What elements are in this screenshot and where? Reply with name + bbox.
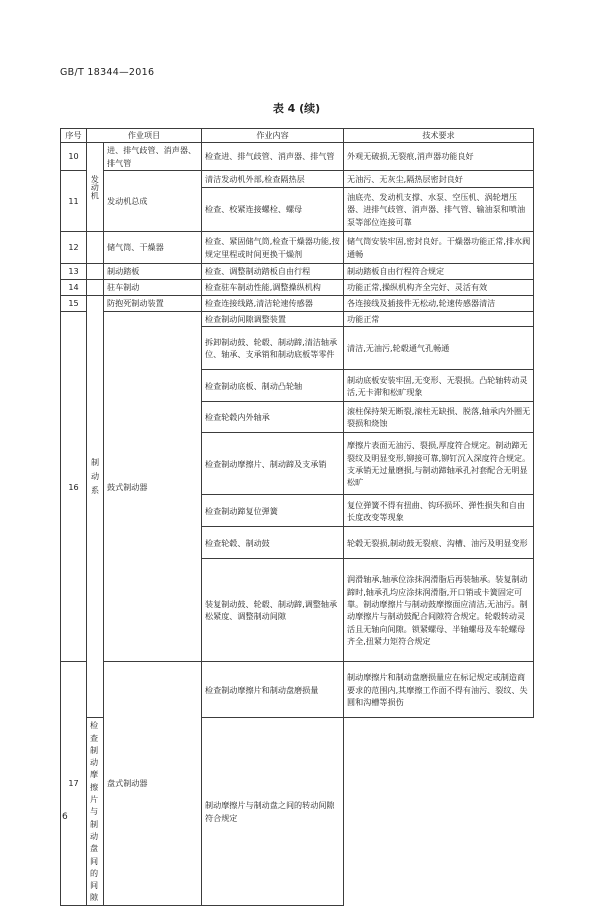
work-content: 装复制动鼓、轮毂、制动蹄,调整轴承松紧度、调整制动间隙 <box>202 559 344 662</box>
tech-requirement: 制动摩擦片和制动盘磨损量应在标记规定或制造商要求的范围内,其摩擦工作面不得有油污、裂纹、失圆和沟槽等损伤 <box>344 662 534 718</box>
group-label-brake-text: 制动系 <box>90 457 100 495</box>
work-content: 检查轮毂内外轴承 <box>202 402 344 433</box>
group-spacer <box>87 264 104 280</box>
tech-requirement: 功能正常,操纵机构齐全完好、灵活有效 <box>344 280 534 296</box>
table-row <box>61 232 534 264</box>
work-content: 检查连接线路,清洁轮速传感器 <box>202 296 344 312</box>
work-item: 鼓式制动器 <box>104 312 202 662</box>
row-number: 10 <box>61 143 87 171</box>
header-item: 作业项目 <box>87 129 202 143</box>
tech-requirement: 摩擦片表面无油污、裂损,厚度符合规定。制动蹄无裂纹及明显变形,铆接可靠,铆钉沉入深度符合规定。支承销无过量磨损,与制动蹄轴承孔衬套配合无明显松旷 <box>344 433 534 495</box>
row-number: 15 <box>61 296 87 312</box>
work-item: 制动踏板 <box>104 264 202 280</box>
work-item: 发动机总成 <box>104 171 202 232</box>
work-content: 检查驻车制动性能,调整操纵机构 <box>202 280 344 296</box>
work-content: 检查制动摩擦片与制动盘间的间隙 <box>87 718 104 905</box>
table-title: 表 4 (续) <box>272 102 321 115</box>
work-content: 清洁发动机外部,检查隔热层 <box>202 171 344 188</box>
group-label-brake <box>87 296 104 718</box>
standard-code: GB/T 18344—2016 <box>60 67 155 78</box>
work-content: 检查、校紧连接螺栓、螺母 <box>202 188 344 232</box>
tech-requirement: 轮毂无裂损,制动鼓无裂痕、沟槽、油污及明显变形 <box>344 527 534 559</box>
work-item: 盘式制动器 <box>104 662 202 905</box>
row-number: 17 <box>61 662 87 905</box>
tech-requirement: 各连接线及插接件无松动,轮速传感器清洁 <box>344 296 534 312</box>
row-number: 14 <box>61 280 87 296</box>
work-item: 防抱死制动装置 <box>104 296 202 312</box>
work-content: 检查制动摩擦片、制动蹄及支承销 <box>202 433 344 495</box>
table-row <box>61 662 534 718</box>
page-number: 6 <box>62 812 68 822</box>
tech-requirement: 清洁,无油污,轮毂通气孔畅通 <box>344 327 534 370</box>
work-content: 检查、调整制动踏板自由行程 <box>202 264 344 280</box>
group-spacer <box>87 280 104 296</box>
table-row <box>61 296 534 312</box>
group-label-engine: 发动机 <box>87 143 104 232</box>
work-content: 检查制动蹄复位弹簧 <box>202 495 344 527</box>
tech-requirement: 功能正常 <box>344 312 534 327</box>
table-row <box>61 171 534 188</box>
work-content: 检查、紧固储气筒,检查干燥器功能,按规定里程或时间更换干燥剂 <box>202 232 344 264</box>
work-item: 进、排气歧管、消声器、排气管 <box>104 143 202 171</box>
group-spacer <box>87 232 104 264</box>
tech-requirement: 复位弹簧不得有扭曲、钩环损坏、弹性损失和自由长度改变等现象 <box>344 495 534 527</box>
work-content: 检查制动摩擦片和制动盘磨损量 <box>202 662 344 718</box>
row-number: 16 <box>61 312 87 662</box>
work-item: 储气筒、干燥器 <box>104 232 202 264</box>
table-header-row <box>61 129 534 143</box>
tech-requirement: 外观无破损,无裂痕,消声器功能良好 <box>344 143 534 171</box>
work-item: 驻车制动 <box>104 280 202 296</box>
header-requirement: 技术要求 <box>344 129 534 143</box>
tech-requirement: 润滑轴承,轴承位涂抹润滑脂后再装轴承。装复制动蹄时,轴承孔均应涂抹润滑脂,开口销或卡簧固定可靠。制动摩擦片与制动鼓摩擦面应清洁,无油污。制动摩擦片与制动鼓配合间隙符合规定。轮毂转动灵活且无轴向间隙。锁紧螺母、半轴螺母及车轮螺母齐全,扭紧力矩符合规定 <box>344 559 534 662</box>
tech-requirement: 制动摩擦片与制动盘之间的转动间隙符合规定 <box>202 718 344 905</box>
tech-requirement: 无油污、无灰尘,隔热层密封良好 <box>344 171 534 188</box>
tech-requirement: 滚柱保持架无断裂,滚柱无缺损、脱落,轴承内外圈无裂损和烧蚀 <box>344 402 534 433</box>
table-row <box>61 280 534 296</box>
header-no: 序号 <box>61 129 87 143</box>
work-content: 检查进、排气歧管、消声器、排气管 <box>202 143 344 171</box>
row-number: 13 <box>61 264 87 280</box>
table-row <box>61 143 534 171</box>
tech-requirement: 制动踏板自由行程符合规定 <box>344 264 534 280</box>
work-content: 拆卸制动鼓、轮毂、制动蹄,清洁轴承位、轴承、支承销和制动底板等零件 <box>202 327 344 370</box>
tech-requirement: 储气筒安装牢固,密封良好。干燥器功能正常,排水阀通畅 <box>344 232 534 264</box>
row-number: 12 <box>61 232 87 264</box>
table-row <box>61 264 534 280</box>
table-row <box>61 312 534 327</box>
header-content: 作业内容 <box>202 129 344 143</box>
tech-requirement: 油底壳、发动机支撑、水泵、空压机、涡轮增压器、进排气歧管、消声器、排气管、输油泵和喷油泵等部位连接可靠 <box>344 188 534 232</box>
work-content: 检查制动底板、制动凸轮轴 <box>202 370 344 402</box>
maintenance-table <box>60 128 534 906</box>
work-content: 检查轮毂、制动鼓 <box>202 527 344 559</box>
row-number: 11 <box>61 171 87 232</box>
tech-requirement: 制动底板安装牢固,无变形、无裂损。凸轮轴转动灵活,无卡滞和松旷现象 <box>344 370 534 402</box>
work-content: 检查制动间隙调整装置 <box>202 312 344 327</box>
